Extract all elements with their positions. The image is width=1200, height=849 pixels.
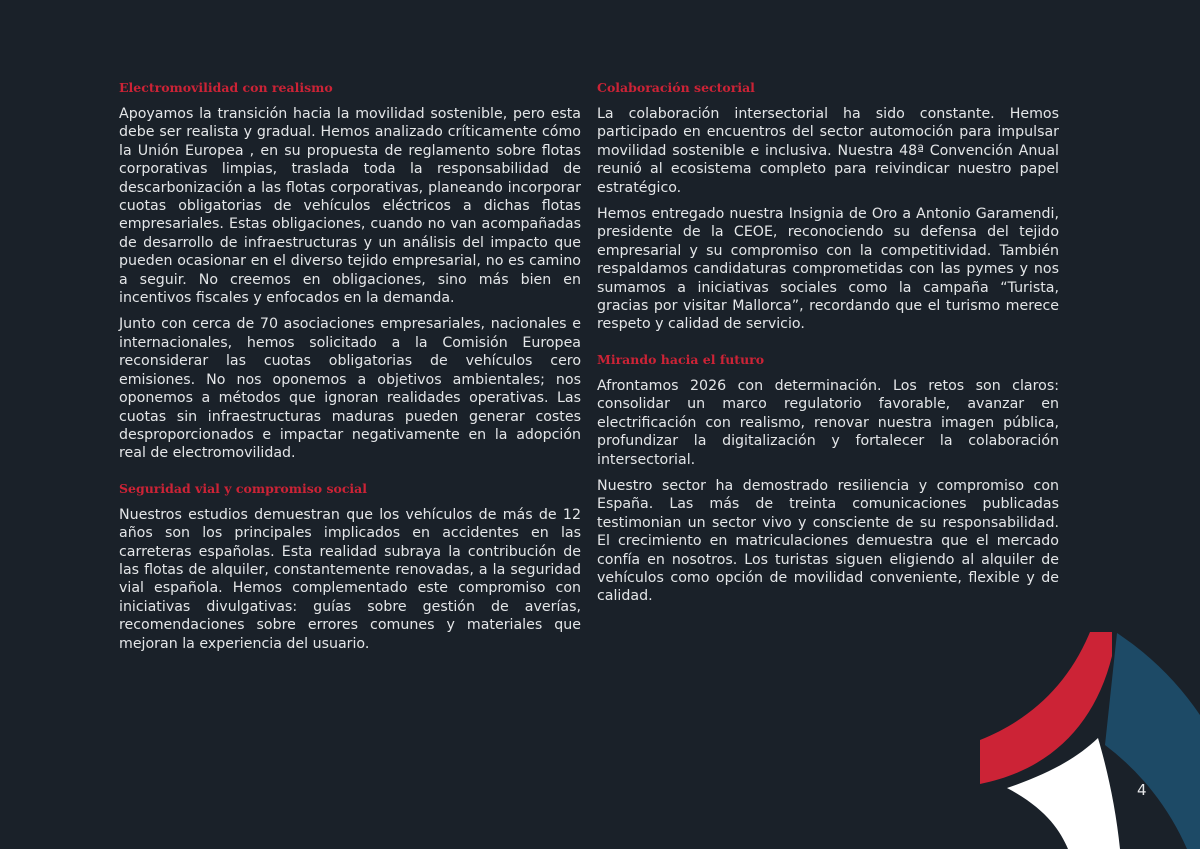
paragraph: Hemos entregado nuestra Insignia de Oro a Antonio Garamendi, presidente de la CEOE, reconociendo su defensa del tejido empresarial y su compromiso con la competitividad. También respaldamos candidaturas comprometidas con las pymes y nos sumamos a iniciativas sociales como la campaña “Turista, gracias por visitar Mallorca”, recordando que el turismo merece respeto y calidad de servicio. [597, 206, 1059, 333]
paragraph: Apoyamos la transición hacia la movilidad sostenible, pero esta debe ser realista y gradual. Hemos analizado críticamente cómo la Unión Europea , en su propuesta de reglamento sobre flotas corporativas limpias, traslada toda la responsabilidad de descarbonización a las flotas corporativas, planeando incorporar cuotas obligatorias de vehículos eléctricos a dichas flotas empresariales. Estas obligaciones, cuando no van acompañadas de desarrollo de infraestructuras y un análisis del impacto que pueden ocasionar en el diverso tejido empresarial, no es camino a seguir. No creemos en obligaciones, sino más bien en incentivos fiscales y enfocados en la demanda. [119, 106, 581, 307]
paragraph: Nuestro sector ha demostrado resiliencia y compromiso con España. Las más de treinta comunicaciones publicadas testimonian un sector vivo y consciente de su responsabilidad. El crecimiento en matriculaciones demuestra que el mercado confía en nosotros. Los turistas siguen eligiendo al alquiler de vehículos como opción de movilidad conveniente, flexible y de calidad. [597, 477, 1059, 605]
section-title-colaboracion: Colaboración sectorial [597, 80, 755, 95]
blue-arc [1105, 633, 1200, 849]
section-title-futuro: Mirando hacia el futuro [597, 351, 765, 367]
paragraph: La colaboración intersectorial ha sido constante. Hemos participado en encuentros del sector automoción para impulsar movilidad sostenible e inclusiva. Nuestra 48ª Convención Anual reunió al ecosistema completo para reivindicar nuestro papel estratégico. [597, 106, 1059, 196]
paragraph: Junto con cerca de 70 asociaciones empresariales, nacionales e internacionales, hemos solicitado a la Comisión Europea reconsiderar las cuotas obligatorias de vehículos cero emisiones. No nos oponemos a objetivos ambientales; nos oponemos a métodos que ignoran realidades operativas. Las cuotas sin infraestructuras maduras pueden generar costes desproporcionados e impactar negativamente en la adopción real de electromovilidad. [119, 316, 581, 462]
section-title-electromovilidad: Electromovilidad con realismo [119, 80, 333, 95]
paragraph: Nuestros estudios demuestran que los vehículos de más de 12 años son los principales implicados en accidentes en las carreteras españolas. Esta realidad subraya la contribución de las flotas de alquiler, constantemente renovadas, a la seguridad vial española. Hemos complementado este compromiso con iniciativas divulgativas: guías sobre gestión de averías, recomendaciones sobre errores comunes y materiales que mejoran la experiencia del usuario. [119, 506, 581, 652]
section-title-seguridad-vial: Seguridad vial y compromiso social [119, 480, 368, 496]
page-number: 4 [1137, 781, 1147, 799]
paragraph: Afrontamos 2026 con determinación. Los retos son claros: consolidar un marco regulatorio favorable, avanzar en electrificación con realismo, renovar nuestra imagen pública, profundizar la digitalización y fortalecer la colaboración intersectorial. [597, 377, 1059, 468]
